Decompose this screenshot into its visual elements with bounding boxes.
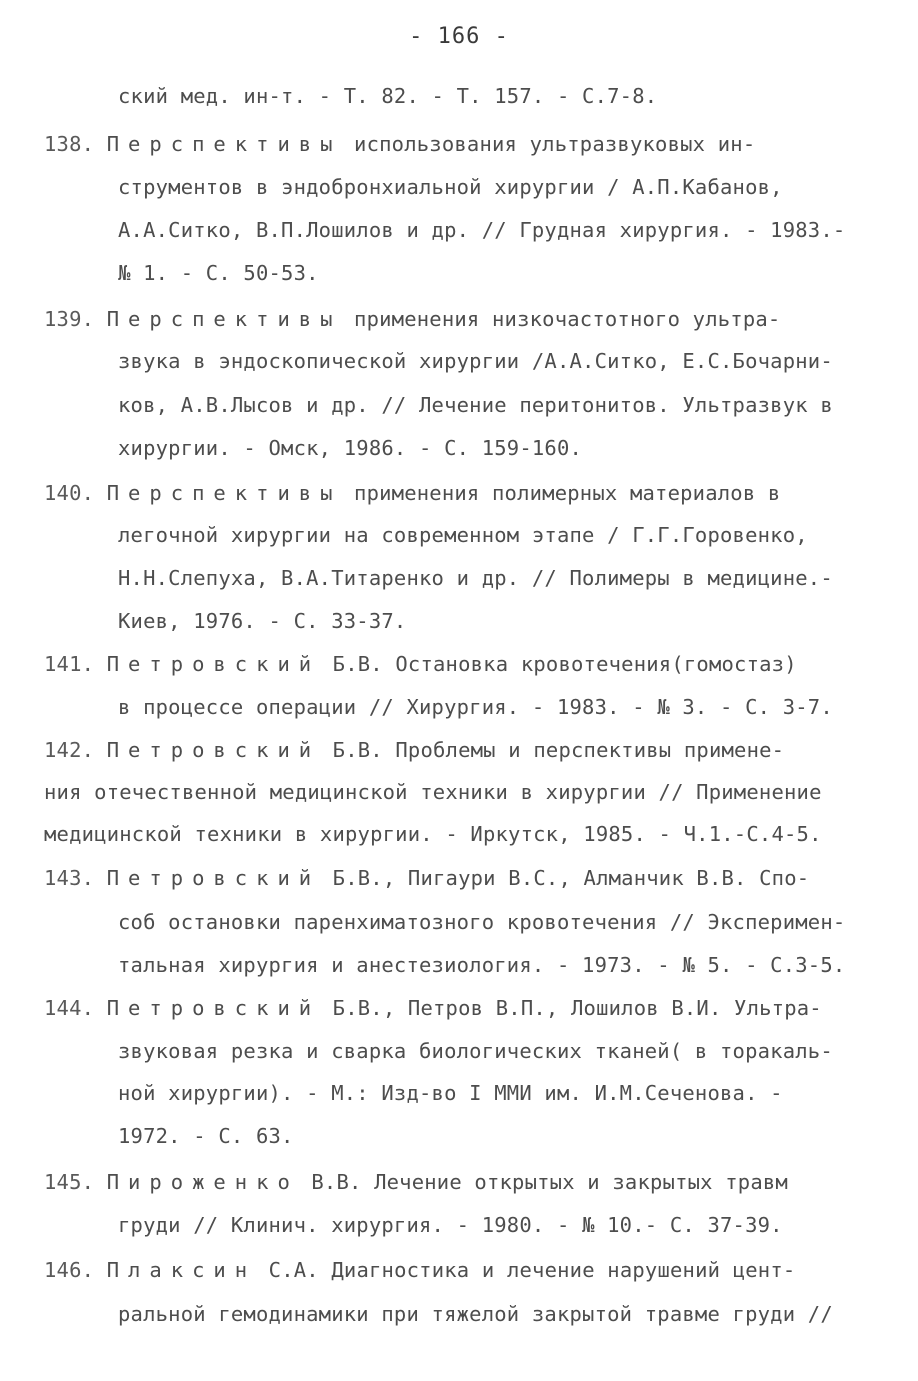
text-line <box>118 393 833 417</box>
line-text: ков, А.В.Лысов и др. // Лечение перитонитов. Ультразвук в <box>118 393 833 417</box>
entry-heading: Перспективы <box>106 132 342 156</box>
line-text: ский мед. ин-т. - Т. 82. - Т. 157. - С.7-8. <box>118 84 658 108</box>
text-line <box>44 738 784 762</box>
text-line <box>118 436 582 460</box>
line-text: струментов в эндобронхиальной хирургии / А.П.Кабанов, <box>118 175 783 199</box>
text-line <box>118 523 808 547</box>
entry-number: 138. <box>44 132 95 156</box>
line-text: хирургии. - Омск, 1986. - С. 159-160. <box>118 436 583 460</box>
entry-number: 139. <box>44 307 95 331</box>
line-text: Киев, 1976. - С. 33-37. <box>118 609 407 633</box>
line-text: медицинской техники в хирургии. - Иркутск, 1985. - Ч.1.-С.4-5. <box>44 822 822 846</box>
line-text: применения полимерных материалов в <box>341 481 781 505</box>
entry-number: 141. <box>44 652 95 676</box>
line-text: в процессе операции // Хирургия. - 1983. - № 3. - С. 3-7. <box>118 695 833 719</box>
line-text: № 1. - С. 50-53. <box>118 261 319 285</box>
entry-number: 144. <box>44 996 95 1020</box>
entry-heading: Петровский <box>106 738 321 762</box>
line-text: В.В. Лечение открытых и закрытых травм <box>298 1170 788 1194</box>
text-line <box>118 566 833 590</box>
text-line <box>118 953 845 977</box>
text-line <box>44 996 822 1020</box>
page-number: - 166 - <box>409 24 509 49</box>
line-text: 1972. - С. 63. <box>118 1124 294 1148</box>
line-text: Б.В., Пигаури В.С., Алманчик В.В. Спо- <box>320 866 810 890</box>
text-line <box>118 695 833 719</box>
line-text: Б.В., Петров В.П., Лошилов В.И. Ультра- <box>320 996 822 1020</box>
text-line <box>118 218 845 242</box>
text-line <box>118 1081 783 1105</box>
line-text: Н.Н.Слепуха, В.А.Титаренко и др. // Полимеры в медицине.- <box>118 566 833 590</box>
line-text: С.А. Диагностика и лечение нарушений цент- <box>256 1258 796 1282</box>
entry-heading: Пироженко <box>106 1170 299 1194</box>
text-line <box>44 866 809 890</box>
text-line <box>118 261 319 285</box>
entry-heading: Плаксин <box>106 1258 257 1282</box>
entry-heading: Петровский <box>106 996 321 1020</box>
line-text: ной хирургии). - М.: Изд-во I ММИ им. И.М.Сеченова. - <box>118 1081 783 1105</box>
entry-number: 145. <box>44 1170 95 1194</box>
line-text: использования ультразвуковых ин- <box>341 132 756 156</box>
line-text: соб остановки паренхиматозного кровотечения // Эксперимен- <box>118 910 846 934</box>
text-line <box>44 1258 795 1282</box>
text-line <box>44 780 822 804</box>
entry-number: 142. <box>44 738 95 762</box>
entry-number: 146. <box>44 1258 95 1282</box>
text-line <box>44 822 822 846</box>
line-text: легочной хирургии на современном этапе / Г.Г.Горовенко, <box>118 523 808 547</box>
line-text: Б.В. Остановка кровотечения(гомостаз) <box>320 652 797 676</box>
line-text: А.А.Ситко, В.П.Лошилов и др. // Грудная хирургия. - 1983.- <box>118 218 846 242</box>
text-line <box>118 1124 294 1148</box>
line-text: звука в эндоскопической хирургии /А.А.Ситко, Е.С.Бочарни- <box>118 349 833 373</box>
entry-number: 140. <box>44 481 95 505</box>
entry-heading: Перспективы <box>106 481 342 505</box>
text-line <box>44 307 780 331</box>
text-line <box>118 349 833 373</box>
line-text: ния отечественной медицинской техники в хирургии // Применение <box>44 780 822 804</box>
line-text: Б.В. Проблемы и перспективы примене- <box>320 738 785 762</box>
text-line <box>44 132 755 156</box>
text-line <box>44 652 797 676</box>
text-line <box>44 481 780 505</box>
line-text: применения низкочастотного ультра- <box>341 307 781 331</box>
line-text: звуковая резка и сварка биологических тканей( в торакаль- <box>118 1039 833 1063</box>
text-line <box>44 1170 788 1194</box>
entry-number: 143. <box>44 866 95 890</box>
entry-heading: Петровский <box>106 866 321 890</box>
text-line <box>118 910 845 934</box>
text-line <box>118 84 657 108</box>
text-line <box>118 175 783 199</box>
text-line <box>118 1302 833 1326</box>
text-line <box>118 1213 783 1237</box>
text-line <box>118 609 406 633</box>
text-line <box>118 1039 833 1063</box>
entry-heading: Петровский <box>106 652 321 676</box>
line-text: груди // Клинич. хирургия. - 1980. - № 10.- С. 37-39. <box>118 1213 783 1237</box>
line-text: ральной гемодинамики при тяжелой закрытой травме груди // <box>118 1302 833 1326</box>
entry-heading: Перспективы <box>106 307 342 331</box>
line-text: тальная хирургия и анестезиология. - 1973. - № 5. - С.3-5. <box>118 953 846 977</box>
